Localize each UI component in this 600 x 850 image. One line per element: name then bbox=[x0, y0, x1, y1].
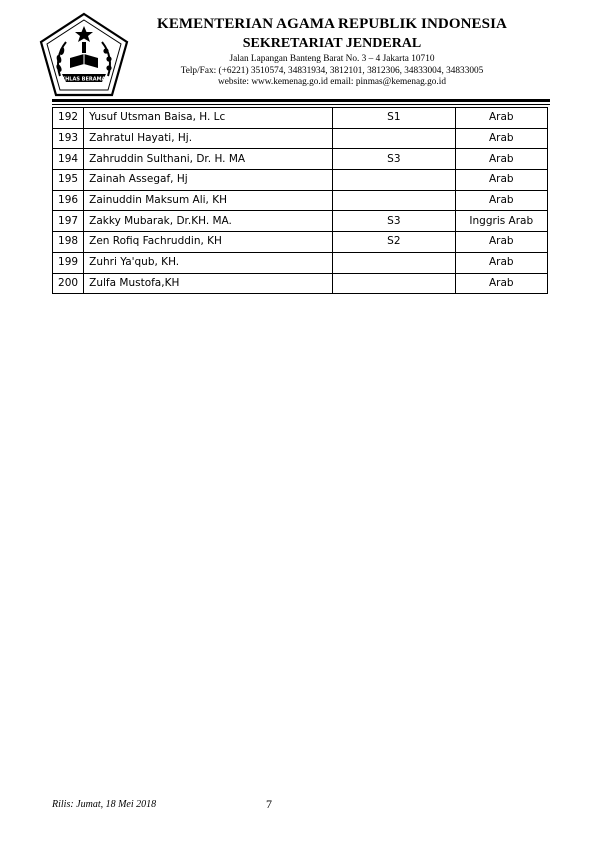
row-name: Zahratul Hayati, Hj. bbox=[84, 128, 333, 149]
row-name: Zakky Mubarak, Dr.KH. MA. bbox=[84, 211, 333, 232]
row-number: 199 bbox=[53, 252, 84, 273]
row-name: Zahruddin Sulthani, Dr. H. MA bbox=[84, 149, 333, 170]
row-number: 193 bbox=[53, 128, 84, 149]
phone-line: Telp/Fax: (+6221) 3510574, 34831934, 3812101, 3812306, 34833004, 34833005 bbox=[180, 65, 484, 76]
logo-motto: IKHLAS BERAMAL bbox=[59, 76, 109, 83]
ministry-title: KEMENTERIAN AGAMA REPUBLIK INDONESIA bbox=[157, 16, 507, 32]
row-name: Zainuddin Maksum Ali, KH bbox=[84, 190, 333, 211]
row-number: 197 bbox=[53, 211, 84, 232]
header-divider-thin bbox=[52, 104, 550, 105]
preacher-table-body bbox=[53, 108, 548, 294]
row-language: Arab bbox=[455, 190, 547, 211]
preacher-table bbox=[52, 107, 548, 294]
row-number: 195 bbox=[53, 170, 84, 191]
row-number: 200 bbox=[53, 273, 84, 294]
page-number: 7 bbox=[266, 797, 272, 811]
row-number: 192 bbox=[53, 108, 84, 129]
website-line: website: www.kemenag.go.id email: pinmas@kemenag.go.id bbox=[218, 77, 446, 87]
row-language: Arab bbox=[455, 273, 547, 294]
row-education bbox=[333, 190, 455, 211]
table-row bbox=[53, 149, 548, 170]
table-row bbox=[53, 108, 548, 129]
row-education: S2 bbox=[333, 232, 455, 253]
row-name: Zainah Assegaf, Hj bbox=[84, 170, 333, 191]
row-language: Arab bbox=[455, 252, 547, 273]
letterhead bbox=[132, 14, 532, 89]
row-education: S1 bbox=[333, 108, 455, 129]
table-row bbox=[53, 273, 548, 294]
row-education bbox=[333, 273, 455, 294]
row-education bbox=[333, 128, 455, 149]
kemenag-logo-icon bbox=[38, 12, 130, 98]
release-date: Rilis: Jumat, 18 Mei 2018 bbox=[52, 799, 157, 810]
table-row bbox=[53, 232, 548, 253]
header-divider-thick bbox=[52, 99, 550, 102]
row-number: 194 bbox=[53, 149, 84, 170]
table-row bbox=[53, 128, 548, 149]
table-row bbox=[53, 211, 548, 232]
row-education bbox=[333, 252, 455, 273]
row-language: Arab bbox=[455, 108, 547, 129]
secretariat-subtitle: SEKRETARIAT JENDERAL bbox=[242, 36, 422, 51]
row-number: 198 bbox=[53, 232, 84, 253]
row-name: Zuhri Ya'qub, KH. bbox=[84, 252, 333, 273]
table-row bbox=[53, 190, 548, 211]
table-row bbox=[53, 252, 548, 273]
row-number: 196 bbox=[53, 190, 84, 211]
row-language: Arab bbox=[455, 149, 547, 170]
row-language: Arab bbox=[455, 128, 547, 149]
table-row bbox=[53, 170, 548, 191]
row-education: S3 bbox=[333, 149, 455, 170]
row-name: Yusuf Utsman Baisa, H. Lc bbox=[84, 108, 333, 129]
row-name: Zulfa Mustofa,KH bbox=[84, 273, 333, 294]
row-education: S3 bbox=[333, 211, 455, 232]
address-line: Jalan Lapangan Banteng Barat No. 3 – 4 Jakarta 10710 bbox=[229, 54, 435, 64]
row-name: Zen Rofiq Fachruddin, KH bbox=[84, 232, 333, 253]
row-language: Inggris Arab bbox=[455, 211, 547, 232]
row-language: Arab bbox=[455, 232, 547, 253]
row-education bbox=[333, 170, 455, 191]
row-language: Arab bbox=[455, 170, 547, 191]
